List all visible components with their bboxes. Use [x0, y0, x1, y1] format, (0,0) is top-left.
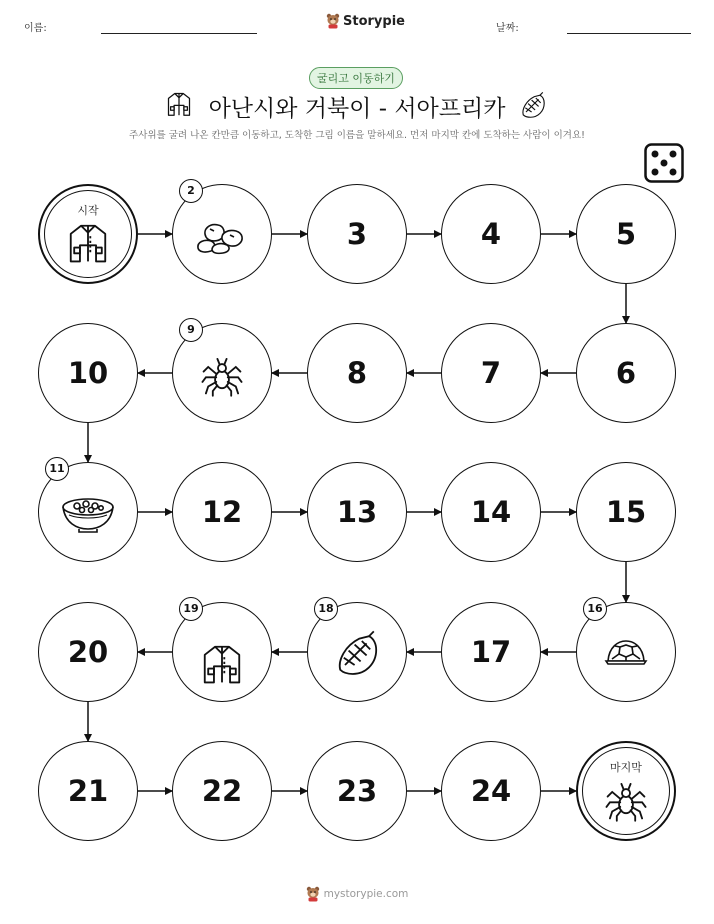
board-cell-9: [172, 323, 272, 423]
board-cell-16: [576, 602, 676, 702]
board-cell-15: [576, 462, 676, 562]
board-cell-6: [576, 323, 676, 423]
name-label: 이름:: [24, 23, 47, 34]
cell-number: 17: [470, 635, 512, 669]
cell-badge: 2: [179, 179, 203, 203]
instructions: 주사위를 굴려 나온 칸만큼 이동하고, 도착한 그림 이름을 말하세요. 먼저 마지막 칸에 도착하는 사람이 이겨요!: [129, 130, 585, 141]
cell-number: 20: [67, 635, 109, 669]
footer: [0, 886, 714, 902]
board-cell-19: [172, 602, 272, 702]
jacket-icon: [65, 220, 111, 270]
cell-number: 10: [67, 356, 109, 390]
bear-mascot-icon: [306, 886, 320, 902]
cell-number: 14: [470, 495, 512, 529]
board-cell-12: [172, 462, 272, 562]
jacket-icon: [199, 641, 245, 691]
board-cell-7: [441, 323, 541, 423]
cell-badge: 11: [45, 457, 69, 481]
board-cell-18: [307, 602, 407, 702]
stew-bowl-icon: [59, 493, 117, 539]
board-cell-13: [307, 462, 407, 562]
cell-number: 4: [480, 217, 502, 251]
cell-number: 8: [346, 356, 368, 390]
board-cell-23: [307, 741, 407, 841]
board-cell-1: [38, 184, 138, 284]
rocks-icon: [194, 215, 250, 259]
page-title: 아난시와 거북이 - 서아프리카: [208, 96, 506, 122]
board-cell-10: [38, 323, 138, 423]
date-label: 날짜:: [496, 23, 519, 34]
cell-number: 21: [67, 774, 109, 808]
board-cell-22: [172, 741, 272, 841]
board-cell-8: [307, 323, 407, 423]
start-label: 시작: [77, 204, 99, 217]
cell-badge: 9: [179, 318, 203, 342]
cell-number: 15: [605, 495, 647, 529]
brand-name: Storypie: [343, 13, 405, 29]
spider-icon: [603, 777, 649, 827]
activity-tag: 굴리고 이동하기: [309, 67, 403, 89]
spider-icon: [199, 352, 245, 402]
cell-badge: 19: [179, 597, 203, 621]
board-cell-25: [576, 741, 676, 841]
cell-badge: 16: [583, 597, 607, 621]
cell-number: 12: [201, 495, 243, 529]
finish-label: 마지막: [610, 761, 642, 774]
cell-number: 6: [615, 356, 637, 390]
cell-badge: 18: [314, 597, 338, 621]
cell-number: 13: [336, 495, 378, 529]
pine-cone-icon: [333, 628, 381, 682]
cell-number: 23: [336, 774, 378, 808]
board-cell-11: [38, 462, 138, 562]
board-cell-20: [38, 602, 138, 702]
cell-number: 7: [480, 356, 502, 390]
board-cell-3: [307, 184, 407, 284]
board-cell-14: [441, 462, 541, 562]
board-cell-24: [441, 741, 541, 841]
cell-number: 24: [470, 774, 512, 808]
board-cell-2: [172, 184, 272, 284]
board-cell-4: [441, 184, 541, 284]
board-cell-5: [576, 184, 676, 284]
cell-number: 5: [615, 217, 637, 251]
cell-number: 3: [346, 217, 368, 251]
cell-number: 22: [201, 774, 243, 808]
turtle-shell-icon: [604, 637, 648, 673]
footer-site[interactable]: mystorypie.com: [323, 888, 409, 900]
board-cell-17: [441, 602, 541, 702]
board-cell-21: [38, 741, 138, 841]
